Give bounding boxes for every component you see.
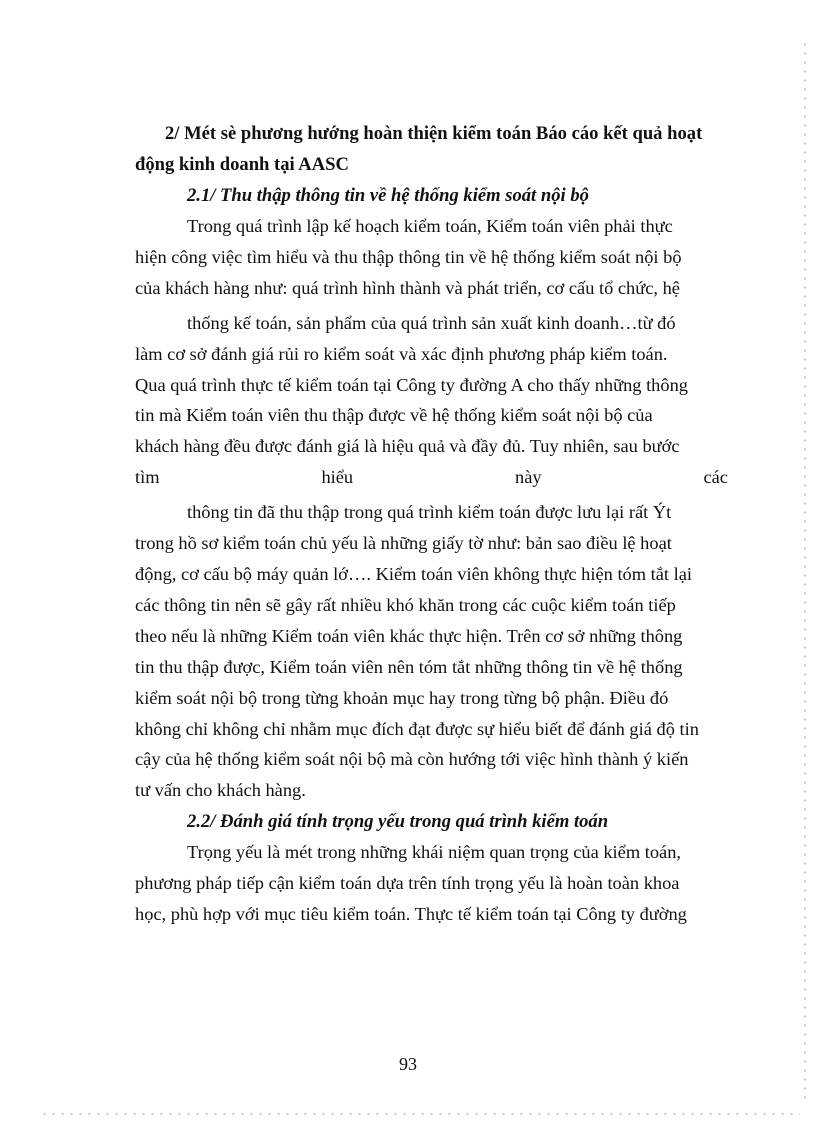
text-line: học, phù hợp với mục tiêu kiểm toán. Thực tế kiểm toán tại Công ty đường bbox=[135, 904, 687, 925]
text-line: tin thu thập được, Kiểm toán viên nên tóm tắt những thông tin về hệ thống bbox=[135, 656, 683, 677]
page-body bbox=[135, 118, 728, 930]
text-line: khách hàng đều được đánh giá là hiệu quả và đầy đủ. Tuy nhiên, sau bước bbox=[135, 436, 680, 457]
section-2-1-paragraph-3 bbox=[135, 497, 728, 806]
text-line: cậy của hệ thống kiểm soát nội bộ mà còn hướng tới việc hình thành ý kiến bbox=[135, 749, 689, 770]
text-line: làm cơ sở đánh giá rủi ro kiểm soát và xác định phương pháp kiểm toán. bbox=[135, 343, 668, 364]
text-line: không chỉ không chỉ nhằm mục đích đạt được sự hiểu biết để đánh giá độ tin bbox=[135, 718, 699, 739]
text-line-justified bbox=[135, 462, 728, 493]
word: này bbox=[515, 467, 542, 488]
text-line: tin mà Kiểm toán viên thu thập được về hệ thống kiểm soát nội bộ của bbox=[135, 405, 653, 426]
word: các bbox=[703, 467, 728, 488]
text-line: của khách hàng như: quá trình hình thành và phát triển, cơ cấu tổ chức, hệ bbox=[135, 277, 680, 298]
page-edge-decoration-bottom bbox=[40, 1111, 800, 1117]
text-line: theo nếu là những Kiểm toán viên khác thực hiện. Trên cơ sở những thông bbox=[135, 625, 683, 646]
section-title-2-2: 2.2/ Đánh giá tính trọng yếu trong quá trình kiểm toán bbox=[187, 811, 609, 833]
text-line: thông tin đã thu thập trong quá trình kiểm toán được lưu lại rất Ýt bbox=[187, 502, 672, 523]
heading-line: động kinh doanh tại AASC bbox=[135, 154, 349, 175]
section-2-2-paragraph-1 bbox=[135, 837, 728, 930]
heading-line: 2/ Mét sè phương hướng hoàn thiện kiểm toán Báo cáo kết quả hoạt bbox=[165, 123, 703, 144]
text-line: hiện công việc tìm hiểu và thu thập thông tin về hệ thống kiểm soát nội bộ bbox=[135, 246, 682, 267]
text-line: tư vấn cho khách hàng. bbox=[135, 780, 306, 801]
section-2-1-paragraph-1 bbox=[135, 211, 728, 304]
text-line: kiểm soát nội bộ trong từng khoản mục hay trong từng bộ phận. Điều đó bbox=[135, 687, 669, 708]
text-line: các thông tin nên sẽ gây rất nhiều khó khăn trong các cuộc kiểm toán tiếp bbox=[135, 594, 676, 615]
text-line: Qua quá trình thực tế kiểm toán tại Công ty đường A cho thấy những thông bbox=[135, 374, 688, 395]
text-line: phương pháp tiếp cận kiểm toán dựa trên tính trọng yếu là hoàn toàn khoa bbox=[135, 873, 680, 894]
page-number: 93 bbox=[399, 1054, 417, 1074]
text-line: Trong quá trình lập kế hoạch kiểm toán, Kiểm toán viên phải thực bbox=[187, 216, 673, 236]
word: tìm bbox=[135, 467, 160, 488]
text-line: thống kế toán, sản phẩm của quá trình sản xuất kinh doanh…từ đó bbox=[187, 312, 676, 333]
section-title-2-1: 2.1/ Thu thập thông tin về hệ thống kiểm soát nội bộ bbox=[187, 185, 589, 206]
chapter-heading bbox=[135, 118, 728, 180]
page-edge-decoration-right bbox=[802, 40, 808, 1100]
text-line: trong hồ sơ kiểm toán chủ yếu là những giấy tờ như: bản sao điều lệ hoạt bbox=[135, 533, 672, 554]
text-line: động, cơ cấu bộ máy quản lớ…. Kiểm toán viên không thực hiện tóm tắt lại bbox=[135, 563, 693, 584]
text-line: Trọng yếu là mét trong những khái niệm quan trọng của kiểm toán, bbox=[187, 842, 681, 863]
word: hiểu bbox=[321, 467, 354, 488]
section-2-1-paragraph-2 bbox=[135, 308, 728, 493]
